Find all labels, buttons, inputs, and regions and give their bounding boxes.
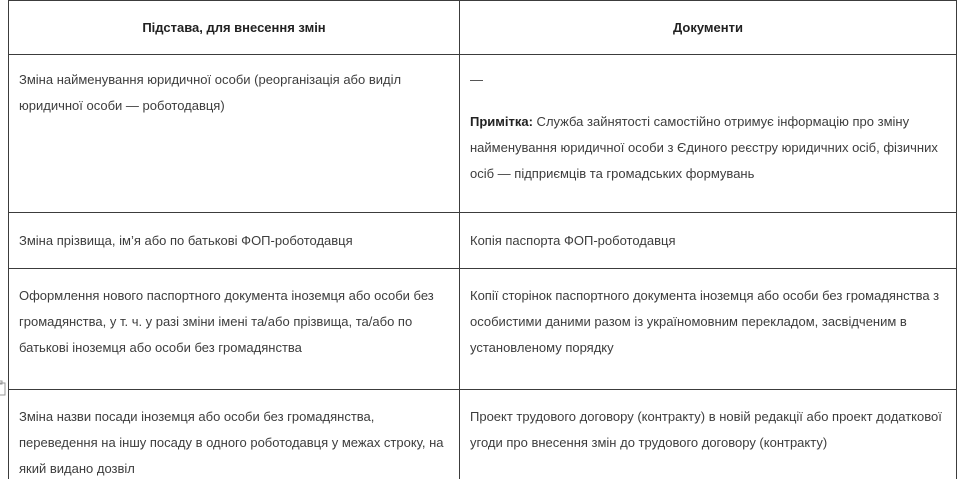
note-text: Служба зайнятості самостійно отримує інформацію про зміну найменування юридичної особи з Єдиного реєстру юридичних осіб, фізичних осіб — підприємців та громадських формувань [470, 114, 938, 181]
header-basis: Підстава, для внесення змін [9, 1, 460, 55]
cell-documents [460, 55, 957, 213]
cell-basis: Зміна прізвища, ім’я або по батькові ФОП-роботодавця [9, 213, 460, 269]
table-row [9, 213, 957, 269]
cell-basis: Оформлення нового паспортного документа іноземця або особи без громадянства, у т. ч. у разі зміни імені та/або прізвища, та/або по батькові іноземця або особи без громадянства [9, 269, 460, 390]
table-row [9, 390, 957, 479]
note-paragraph [470, 109, 946, 187]
table-header-row [9, 1, 957, 55]
changes-table-container [8, 0, 956, 479]
cell-documents: Копія паспорта ФОП-роботодавця [460, 213, 957, 269]
changes-table [8, 0, 957, 479]
header-documents: Документи [460, 1, 957, 55]
clipboard-icon [0, 380, 6, 396]
table-row [9, 55, 957, 213]
cell-basis: Зміна назви посади іноземця або особи без громадянства, переведення на іншу посаду в одного роботодавця у межах строку, на який видано дозвіл [9, 390, 460, 479]
cell-documents: Проект трудового договору (контракту) в новій редакції або проект додаткової угоди про внесення змін до трудового договору (контракту) [460, 390, 957, 479]
cell-documents: Копії сторінок паспортного документа іноземця або особи без громадянства з особистими даними разом із україномовним перекладом, засвідченим в установленому порядку [460, 269, 957, 390]
cell-basis: Зміна найменування юридичної особи (реорганізація або виділ юридичної особи — роботодавця) [9, 55, 460, 213]
documents-dash: — [470, 72, 483, 87]
note-label: Примітка: [470, 114, 533, 129]
table-row [9, 269, 957, 390]
